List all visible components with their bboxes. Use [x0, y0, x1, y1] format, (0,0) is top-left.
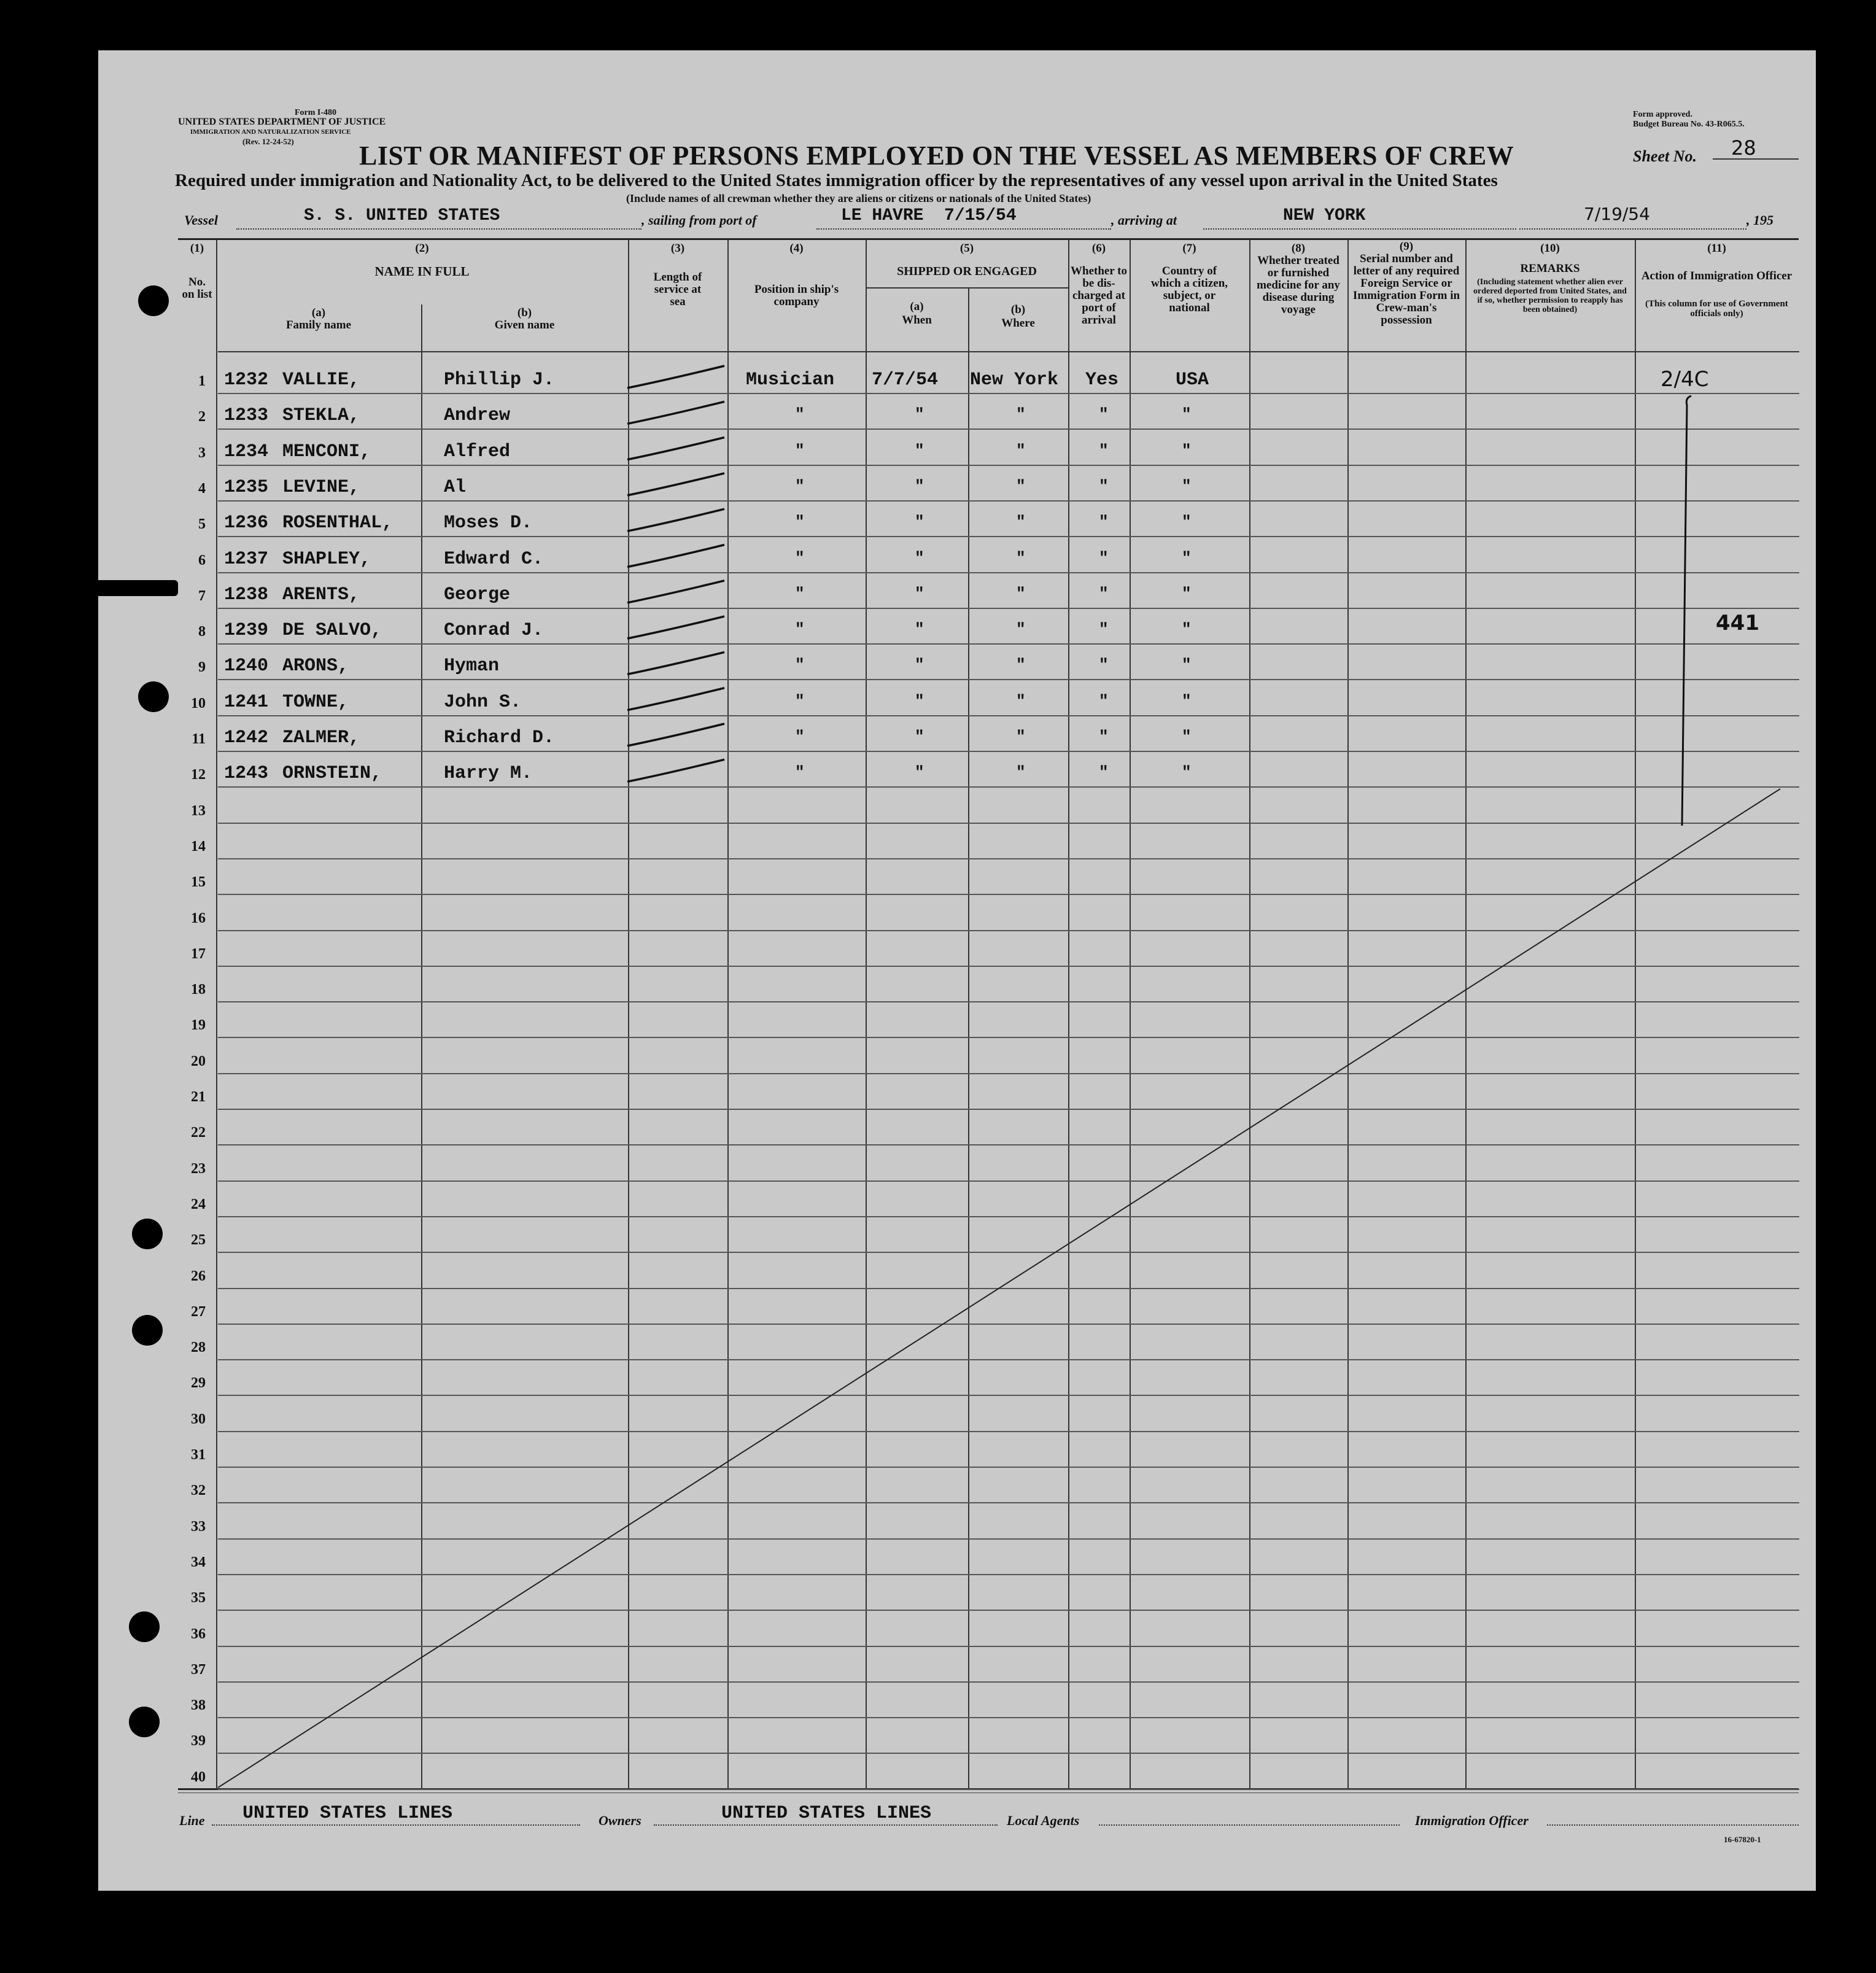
row-number: 11 — [192, 731, 206, 747]
crew-where: " — [1016, 763, 1026, 782]
budget-bureau: Budget Bureau No. 43-R065.5. — [1633, 120, 1745, 129]
crew-when: " — [915, 763, 924, 782]
row-number: 17 — [191, 945, 206, 962]
crew-when: " — [915, 584, 924, 603]
row-number: 15 — [191, 874, 206, 891]
service-stroke — [627, 545, 724, 567]
crew-country: " — [1182, 513, 1192, 532]
crew-where: " — [1016, 656, 1026, 675]
crew-family: SHAPLEY, — [282, 548, 371, 570]
row-number: 20 — [191, 1053, 206, 1069]
crew-when: 7/7/54 — [872, 370, 939, 390]
col11-num: (11) — [1707, 242, 1726, 255]
row-number: 39 — [191, 1733, 206, 1750]
crew-position: " — [795, 405, 805, 424]
row-number: 1 — [198, 373, 206, 389]
crew-family: DE SALVO, — [282, 620, 382, 642]
row-number: 10 — [191, 695, 206, 711]
col4-num: (4) — [789, 242, 804, 255]
crew-no: 1241 — [224, 691, 269, 713]
form-title: LIST OR MANIFEST OF PERSONS EMPLOYED ON THE VESSEL AS MEMBERS OF CREW — [359, 141, 1514, 171]
row-number: 32 — [191, 1483, 206, 1499]
crew-country: " — [1182, 476, 1192, 495]
crew-no: 1237 — [224, 548, 269, 570]
row-number: 37 — [191, 1661, 206, 1678]
col5a-num: (a) — [910, 300, 924, 313]
arrival-date: 7/19/54 — [1584, 204, 1650, 224]
crew-discharged: " — [1099, 656, 1109, 675]
crew-where: " — [1016, 476, 1026, 495]
row-number: 8 — [198, 624, 206, 640]
form-approved: Form approved. — [1633, 110, 1692, 119]
col3-label: Length of service at sea — [653, 271, 702, 308]
crew-discharged: " — [1099, 513, 1109, 532]
crew-discharged: " — [1099, 584, 1109, 603]
form-subtitle: Required under immigration and Nationality Act, to be delivered to the United States immigration officer by the representatives of any vessel upon arrival in the United States — [175, 171, 1498, 190]
crew-discharged: " — [1099, 405, 1109, 424]
crew-where: " — [1016, 405, 1026, 424]
row-number: 16 — [191, 910, 206, 926]
crew-given: Conrad J. — [444, 620, 544, 642]
crew-where: " — [1016, 620, 1026, 639]
sheet-number: 28 — [1731, 136, 1756, 160]
service-stroke — [627, 438, 724, 460]
service-stroke — [627, 401, 724, 424]
arrival-port: NEW YORK — [1283, 206, 1366, 225]
footer-agents-label: Local Agents — [1007, 1813, 1080, 1828]
crew-family: ORNSTEIN, — [282, 763, 382, 785]
crew-no: 1234 — [224, 441, 269, 462]
crew-country: " — [1182, 405, 1192, 424]
crew-when: " — [915, 620, 924, 639]
service-stroke — [627, 688, 724, 710]
form-number: Form I-480 — [295, 108, 337, 117]
col6-label: Whether to be dis-charged at port of arrival — [1071, 265, 1127, 327]
crew-where: " — [1016, 727, 1026, 746]
col5-label: SHIPPED OR ENGAGED — [897, 265, 1037, 278]
cancel-line — [218, 789, 1780, 1788]
row-number: 2 — [198, 409, 206, 425]
footer-officer-rule — [1547, 1824, 1799, 1826]
crew-given: Harry M. — [444, 763, 533, 785]
row-number: 40 — [191, 1769, 206, 1785]
crew-country: " — [1182, 620, 1192, 639]
service-stroke — [627, 652, 724, 674]
sailing-port: LE HAVRE 7/15/54 — [841, 206, 1017, 225]
col10-label: REMARKS — [1520, 262, 1580, 275]
crew-discharged: " — [1099, 548, 1109, 567]
crew-no: 1232 — [224, 370, 269, 390]
crew-position: " — [795, 656, 805, 675]
sailing-label: , sailing from port of — [641, 212, 757, 228]
crew-discharged: " — [1099, 476, 1109, 495]
row-number: 5 — [198, 516, 206, 533]
col8-label: Whether treated or furnished medicine for any disease during voyage — [1257, 254, 1340, 316]
col10-sub: (Including statement whether alien ever ordered deported from United States, and if so, whether permission to reapply has been obtained) — [1473, 277, 1627, 314]
service-stroke — [627, 616, 724, 638]
row-number: 21 — [191, 1089, 206, 1105]
crew-given: Richard D. — [444, 727, 555, 748]
crew-discharged: " — [1099, 620, 1109, 639]
footer-code: 16-67820-1 — [1724, 1835, 1761, 1844]
crew-position: " — [795, 513, 805, 532]
crew-when: " — [915, 656, 924, 675]
crew-given: Al — [444, 476, 467, 498]
crew-when: " — [915, 727, 924, 746]
crew-when: " — [915, 513, 924, 532]
service: IMMIGRATION AND NATURALIZATION SERVICE — [190, 128, 351, 136]
col5b-label: Where — [1001, 317, 1035, 330]
crew-no: 1243 — [224, 763, 269, 785]
crew-position: " — [795, 584, 805, 603]
col3-num: (3) — [670, 242, 685, 255]
row-number: 35 — [191, 1590, 206, 1607]
col1-label: No. on list — [182, 276, 212, 301]
col7-num: (7) — [1182, 242, 1196, 255]
crew-given: Hyman — [444, 656, 500, 677]
col11-label: Action of Immigration Officer — [1641, 269, 1793, 282]
footer-officer-label: Immigration Officer — [1415, 1813, 1529, 1828]
col9-label: Serial number and letter of any required Foreign Service or Immigration Form in Crew-man's possession — [1352, 252, 1460, 327]
crew-when: " — [915, 476, 924, 495]
col10-num: (10) — [1540, 242, 1560, 255]
row-number: 12 — [191, 767, 206, 783]
col4-label: Position in ship's company — [754, 283, 839, 308]
crew-position: " — [795, 620, 805, 639]
crew-family: TOWNE, — [282, 691, 349, 713]
footer-agents-rule — [1099, 1824, 1400, 1826]
row-number: 4 — [198, 480, 206, 497]
crew-no: 1236 — [224, 513, 269, 534]
crew-no: 1242 — [224, 727, 269, 748]
crew-no: 1233 — [224, 405, 269, 427]
crew-given: Moses D. — [444, 513, 533, 534]
col7-label: Country of which a citizen, subject, or national — [1150, 265, 1228, 314]
footer-owners-label: Owners — [599, 1813, 641, 1828]
revision: (Rev. 12-24-52) — [242, 137, 294, 146]
col9-num: (9) — [1399, 240, 1414, 253]
crew-family: LEVINE, — [282, 476, 360, 498]
row-number: 13 — [191, 802, 206, 819]
crew-where: " — [1016, 548, 1026, 567]
crew-when: " — [915, 441, 924, 460]
crew-no: 1239 — [224, 620, 269, 642]
footer-owners-rule — [654, 1824, 998, 1826]
service-stroke — [627, 724, 724, 746]
row-number: 14 — [191, 838, 206, 855]
col2-label: NAME IN FULL — [374, 264, 470, 279]
crew-when: " — [915, 405, 924, 424]
crew-discharged: " — [1099, 727, 1109, 746]
crew-discharged: " — [1099, 441, 1109, 460]
service-stroke — [627, 509, 724, 531]
service-stroke — [627, 366, 724, 388]
officer-mark-middle: 441 — [1716, 611, 1759, 635]
row-number: 24 — [191, 1196, 206, 1212]
crew-position: " — [795, 441, 805, 460]
crew-family: ROSENTHAL, — [282, 513, 393, 534]
vessel-name: S. S. UNITED STATES — [304, 206, 500, 225]
crew-given: Edward C. — [444, 548, 544, 570]
sheet-label: Sheet No. — [1633, 147, 1697, 165]
crew-country: USA — [1176, 370, 1209, 390]
crew-country: " — [1182, 656, 1192, 675]
crew-no: 1235 — [224, 476, 269, 498]
col2a-label: Family name — [285, 319, 352, 331]
arriving-label: , arriving at — [1111, 212, 1177, 228]
crew-given: George — [444, 584, 511, 605]
row-number: 28 — [191, 1339, 206, 1356]
crew-position: " — [795, 691, 805, 710]
footer-owners-value: UNITED STATES LINES — [721, 1803, 932, 1824]
crew-where: " — [1016, 584, 1026, 603]
crew-where: " — [1016, 441, 1026, 460]
row-number: 25 — [191, 1232, 206, 1249]
crew-family: VALLIE, — [282, 370, 360, 390]
row-number: 9 — [198, 659, 206, 676]
crew-position: Musician — [746, 370, 835, 390]
row-number: 6 — [198, 552, 206, 568]
crew-no: 1238 — [224, 584, 269, 605]
officer-bracket — [1682, 396, 1691, 826]
col6-num: (6) — [1091, 242, 1106, 255]
form-note: (Include names of all crewman whether they are aliens or citizens or nationals of the United States) — [626, 192, 1091, 204]
row-number: 34 — [191, 1554, 206, 1570]
crew-where: " — [1016, 691, 1026, 710]
department: UNITED STATES DEPARTMENT OF JUSTICE — [178, 117, 386, 127]
crew-given: Phillip J. — [444, 370, 555, 390]
service-stroke — [627, 473, 724, 495]
crew-no: 1240 — [224, 656, 269, 677]
crew-family: ARONS, — [282, 656, 349, 677]
crew-position: " — [795, 548, 805, 567]
footer-line-value: UNITED STATES LINES — [242, 1803, 453, 1824]
crew-discharged: " — [1099, 691, 1109, 710]
crew-where: New York — [970, 370, 1059, 390]
crew-country: " — [1182, 548, 1192, 567]
row-number: 26 — [191, 1268, 206, 1284]
row-number: 30 — [191, 1411, 206, 1427]
crew-family: ARENTS, — [282, 584, 360, 605]
crew-given: John S. — [444, 691, 522, 713]
row-number: 3 — [198, 444, 206, 461]
col2a-num: (a) — [311, 306, 326, 319]
crew-given: Andrew — [444, 405, 511, 427]
row-number: 18 — [191, 982, 206, 998]
officer-mark-top: 2/4C — [1661, 367, 1709, 392]
col2-num: (2) — [415, 242, 429, 255]
crew-family: STEKLA, — [282, 405, 360, 427]
col1-num: (1) — [190, 242, 204, 255]
col5a-label: When — [902, 314, 932, 327]
vessel-label: Vessel — [184, 212, 218, 228]
row-number: 31 — [191, 1447, 206, 1463]
service-stroke — [627, 759, 724, 781]
col5b-num: (b) — [1010, 303, 1026, 316]
crew-country: " — [1182, 727, 1192, 746]
crew-when: " — [915, 691, 924, 710]
col2b-label: Given name — [494, 319, 555, 331]
row-number: 22 — [191, 1125, 206, 1141]
crew-where: " — [1016, 513, 1026, 532]
col5-num: (5) — [959, 242, 974, 255]
footer-line-label: Line — [179, 1813, 205, 1828]
row-number: 38 — [191, 1697, 206, 1714]
crew-country: " — [1182, 691, 1192, 710]
row-number: 7 — [198, 587, 206, 604]
crew-family: ZALMER, — [282, 727, 360, 748]
row-number: 29 — [191, 1375, 206, 1392]
service-stroke — [627, 581, 724, 603]
footer-line-rule — [212, 1824, 580, 1826]
row-number: 19 — [191, 1017, 206, 1034]
crew-given: Alfred — [444, 441, 511, 462]
row-number: 23 — [191, 1160, 206, 1177]
col11-sub: (This column for use of Government officials only) — [1645, 299, 1788, 319]
crew-when: " — [915, 548, 924, 567]
crew-family: MENCONI, — [282, 441, 371, 462]
crew-discharged: Yes — [1085, 370, 1119, 390]
crew-discharged: " — [1099, 763, 1109, 782]
row-number: 27 — [191, 1303, 206, 1320]
year-suffix: , 195 — [1746, 212, 1773, 228]
crew-country: " — [1182, 441, 1192, 460]
crew-position: " — [795, 476, 805, 495]
col8-num: (8) — [1291, 242, 1306, 255]
col2b-num: (b) — [517, 306, 532, 319]
row-number: 33 — [191, 1518, 206, 1535]
row-number: 36 — [191, 1626, 206, 1642]
crew-position: " — [795, 727, 805, 746]
crew-country: " — [1182, 763, 1192, 782]
crew-position: " — [795, 763, 805, 782]
crew-country: " — [1182, 584, 1192, 603]
